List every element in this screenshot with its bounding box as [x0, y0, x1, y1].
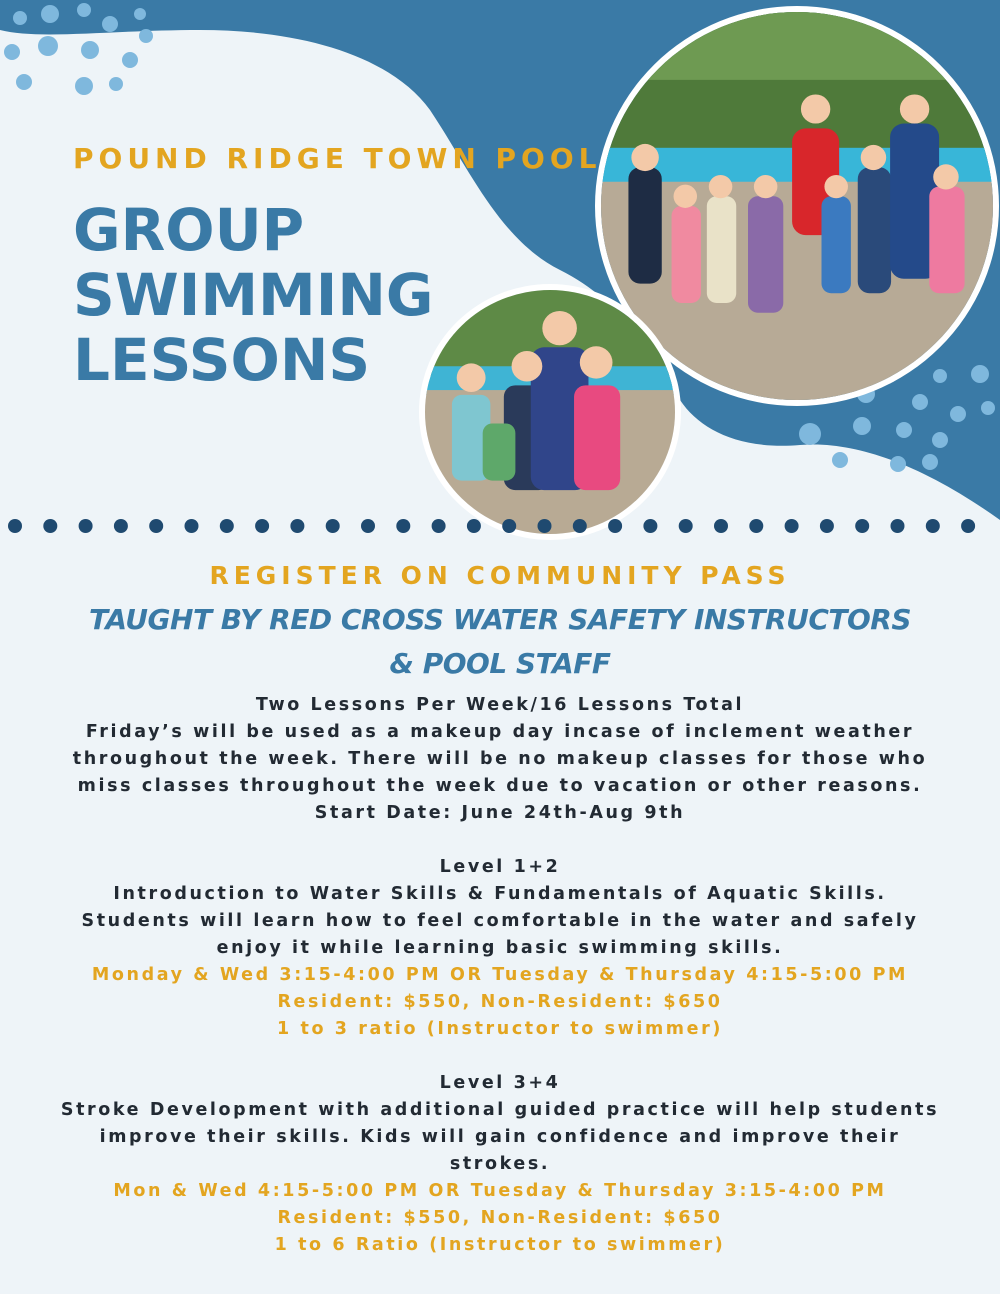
- divider-dot: [538, 519, 552, 533]
- instructors-subtitle: [0, 598, 1000, 686]
- title-line: GROUP: [73, 196, 305, 264]
- level-price: Resident: $550, Non-Resident: $650: [277, 1208, 723, 1228]
- dotted-divider: [0, 516, 1000, 536]
- level-description-line: strokes.: [449, 1154, 551, 1174]
- divider-dot: [855, 519, 869, 533]
- general-info: [0, 692, 1000, 827]
- divider-dot: [891, 519, 905, 533]
- divider-dot: [714, 519, 728, 533]
- level-name: Level 1+2: [439, 857, 561, 877]
- makeup-policy-line: miss classes throughout the week due to vacation or other reasons.: [77, 776, 923, 796]
- level-description-line: enjoy it while learning basic swimming skills.: [216, 938, 784, 958]
- title-line: SWIMMING: [73, 261, 434, 329]
- divider-dot: [114, 519, 128, 533]
- divider-dot: [79, 519, 93, 533]
- level-description-line: Introduction to Water Skills & Fundamentals of Aquatic Skills.: [113, 884, 887, 904]
- divider-dot: [255, 519, 269, 533]
- group-photo-small: [419, 284, 681, 540]
- lessons-per-week: Two Lessons Per Week/16 Lessons Total: [255, 695, 745, 715]
- makeup-policy-line: throughout the week. There will be no makeup classes for those who: [72, 749, 928, 769]
- divider-dot: [185, 519, 199, 533]
- level-ratio: 1 to 3 ratio (Instructor to swimmer): [277, 1019, 723, 1039]
- register-heading: REGISTER ON COMMUNITY PASS: [209, 561, 791, 590]
- divider-dot: [608, 519, 622, 533]
- page-title: [73, 198, 434, 393]
- level-block: [0, 854, 1000, 1043]
- divider-dot: [926, 519, 940, 533]
- level-description-line: Students will learn how to feel comfortable in the water and safely: [81, 911, 919, 931]
- divider-dot: [290, 519, 304, 533]
- info-section: [0, 558, 1000, 1259]
- divider-dot: [326, 519, 340, 533]
- divider-dot: [502, 519, 516, 533]
- divider-dot: [961, 519, 975, 533]
- level-schedule: Monday & Wed 3:15-4:00 PM OR Tuesday & Thursday 4:15-5:00 PM: [91, 965, 909, 985]
- divider-dot: [220, 519, 234, 533]
- level-description-line: Stroke Development with additional guided practice will help students: [60, 1100, 940, 1120]
- divider-dot: [749, 519, 763, 533]
- divider-dot: [361, 519, 375, 533]
- divider-dot: [785, 519, 799, 533]
- divider-dot: [43, 519, 57, 533]
- divider-dot: [8, 519, 22, 533]
- subtitle-line: & POOL STAFF: [389, 647, 611, 680]
- divider-dot: [679, 519, 693, 533]
- divider-dot: [149, 519, 163, 533]
- pool-name: POUND RIDGE TOWN POOL: [73, 142, 602, 175]
- title-line: LESSONS: [73, 326, 371, 394]
- divider-dot: [432, 519, 446, 533]
- subtitle-line: TAUGHT BY RED CROSS WATER SAFETY INSTRUCTORS: [88, 603, 912, 636]
- start-date: Start Date: June 24th-Aug 9th: [314, 803, 686, 823]
- level-price: Resident: $550, Non-Resident: $650: [277, 992, 723, 1012]
- divider-dot: [643, 519, 657, 533]
- level-schedule: Mon & Wed 4:15-5:00 PM OR Tuesday & Thursday 3:15-4:00 PM: [113, 1181, 887, 1201]
- level-block: [0, 1070, 1000, 1259]
- level-name: Level 3+4: [439, 1073, 561, 1093]
- divider-dot: [573, 519, 587, 533]
- level-ratio: 1 to 6 Ratio (Instructor to swimmer): [274, 1235, 726, 1255]
- divider-dot: [467, 519, 481, 533]
- level-description-line: improve their skills. Kids will gain confidence and improve their: [99, 1127, 901, 1147]
- divider-dot: [396, 519, 410, 533]
- makeup-policy-line: Friday’s will be used as a makeup day incase of inclement weather: [85, 722, 915, 742]
- divider-dot: [820, 519, 834, 533]
